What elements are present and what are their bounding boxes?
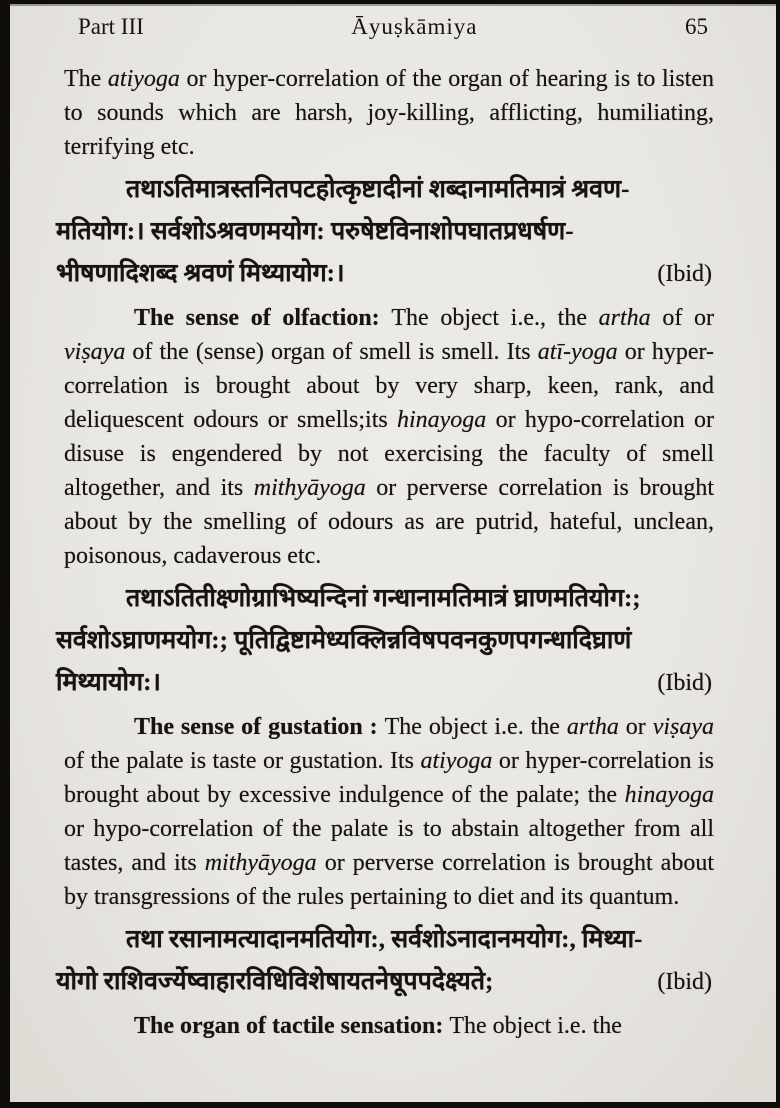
paragraph-text: The object i.e. the	[384, 714, 567, 740]
header-page-number: 65	[684, 14, 708, 39]
sanskrit-line	[56, 919, 714, 961]
english-paragraph	[64, 62, 714, 164]
sanskrit-line	[56, 620, 714, 662]
paragraph-text: or perverse correlation is brought about by the smelling of odours as are putrid, hateful, unclean, poisonous, cadaverous etc.	[64, 475, 714, 569]
italic-term: artha	[598, 305, 651, 331]
paragraph-lead-bold: The organ of tactile sensation:	[134, 1013, 450, 1039]
paragraph-text: or hyper-correlation is brought about by very sharp, keen, rank, and deliquescent odours or smells;its	[64, 339, 714, 433]
page-content	[56, 62, 715, 1043]
sanskrit-text: सर्वशोऽघ्राणमयोग:; पूतिद्विष्टामेध्यक्लिन्नविषपवनकुणपगन्धादिघ्राणं	[56, 627, 632, 654]
sanskrit-quote	[56, 919, 714, 1003]
page	[10, 4, 776, 1102]
italic-term: atiyoga	[420, 748, 493, 774]
english-paragraph	[64, 710, 714, 914]
citation-ibid: (Ibid)	[657, 969, 712, 995]
italic-term: mithyāyoga	[253, 475, 366, 501]
paragraph-text: or hypo-correlation of the palate is to abstain altogether from all tastes, and its	[64, 816, 714, 876]
paragraph-text: of the (sense) organ of smell is smell. Its	[125, 339, 538, 365]
sanskrit-text: भीषणादिशब्द श्रवणं मिथ्यायोग:।	[56, 260, 345, 287]
paragraph-text: The	[64, 66, 108, 92]
italic-term: atiyoga	[107, 66, 180, 92]
paragraph-lead-bold: The sense of gustation :	[134, 714, 385, 740]
page-header	[64, 14, 714, 40]
italic-term: hinayoga	[396, 407, 487, 433]
paragraph-lead-bold: The sense of olfaction:	[134, 305, 392, 331]
paragraph-text: of the palate is taste or gustation. Its	[64, 748, 421, 774]
italic-term: viṣaya	[652, 714, 715, 740]
italic-term: mithyāyoga	[204, 850, 317, 876]
sanskrit-line	[56, 578, 714, 620]
italic-term: atī-yoga	[537, 339, 618, 365]
italic-term: viṣaya	[64, 339, 126, 365]
sanskrit-line	[56, 211, 714, 253]
citation-ibid: (Ibid)	[657, 261, 712, 287]
paragraph-text: of or	[650, 305, 715, 331]
sanskrit-line	[56, 961, 714, 1003]
italic-term: hinayoga	[624, 782, 714, 808]
sanskrit-text: मतियोग:। सर्वशोऽश्रवणमयोग: परुषेष्टविनाशोपघातप्रधर्षण-	[56, 218, 574, 245]
paragraph-text: or hyper-correlation of the organ of hearing is to listen to sounds which are harsh, joy-killing, afflicting, humiliating, terrifying etc.	[64, 66, 715, 160]
header-part-label: Part III	[78, 14, 144, 39]
header-chapter-title: Āyuṣkāmiya	[351, 14, 478, 39]
sanskrit-text: योगो राशिवर्ज्येष्वाहारविधिविशेषायतनेषूपपदेक्ष्यते;	[56, 968, 494, 995]
paragraph-text: The object i.e., the	[391, 305, 599, 331]
sanskrit-text: मिथ्यायोग:।	[56, 669, 161, 696]
sanskrit-line	[56, 253, 714, 295]
sanskrit-quote	[56, 578, 714, 704]
sanskrit-quote	[56, 169, 714, 295]
sanskrit-line	[56, 662, 714, 704]
paragraph-text: or perverse correlation is brought about by transgressions of the rules pertaining to diet and its quantum.	[64, 850, 714, 910]
citation-ibid: (Ibid)	[657, 670, 712, 696]
sanskrit-text: तथाऽतितीक्ष्णोग्राभिष्यन्दिनां गन्धानामतिमात्रं घ्राणमतियोग:;	[126, 585, 641, 612]
sanskrit-text: तथाऽतिमात्रस्तनितपटहोत्कृष्टादीनां शब्दानामतिमात्रं श्रवण-	[126, 176, 630, 203]
paragraph-text: or	[618, 714, 653, 740]
paragraph-text: or hypo-correlation or disuse is engendered by not exercising the faculty of smell altogether, and its	[64, 407, 714, 501]
paragraph-text: The object i.e. the	[449, 1013, 622, 1039]
italic-term: artha	[566, 714, 619, 740]
english-paragraph	[64, 301, 714, 573]
sanskrit-text: तथा रसानामत्यादानमतियोग:, सर्वशोऽनादानमयोग:, मिथ्या-	[126, 926, 643, 953]
paragraph-text: or hyper-correlation is brought about by excessive indulgence of the palate; the	[64, 748, 714, 808]
english-paragraph	[64, 1009, 714, 1043]
sanskrit-line	[56, 169, 714, 211]
